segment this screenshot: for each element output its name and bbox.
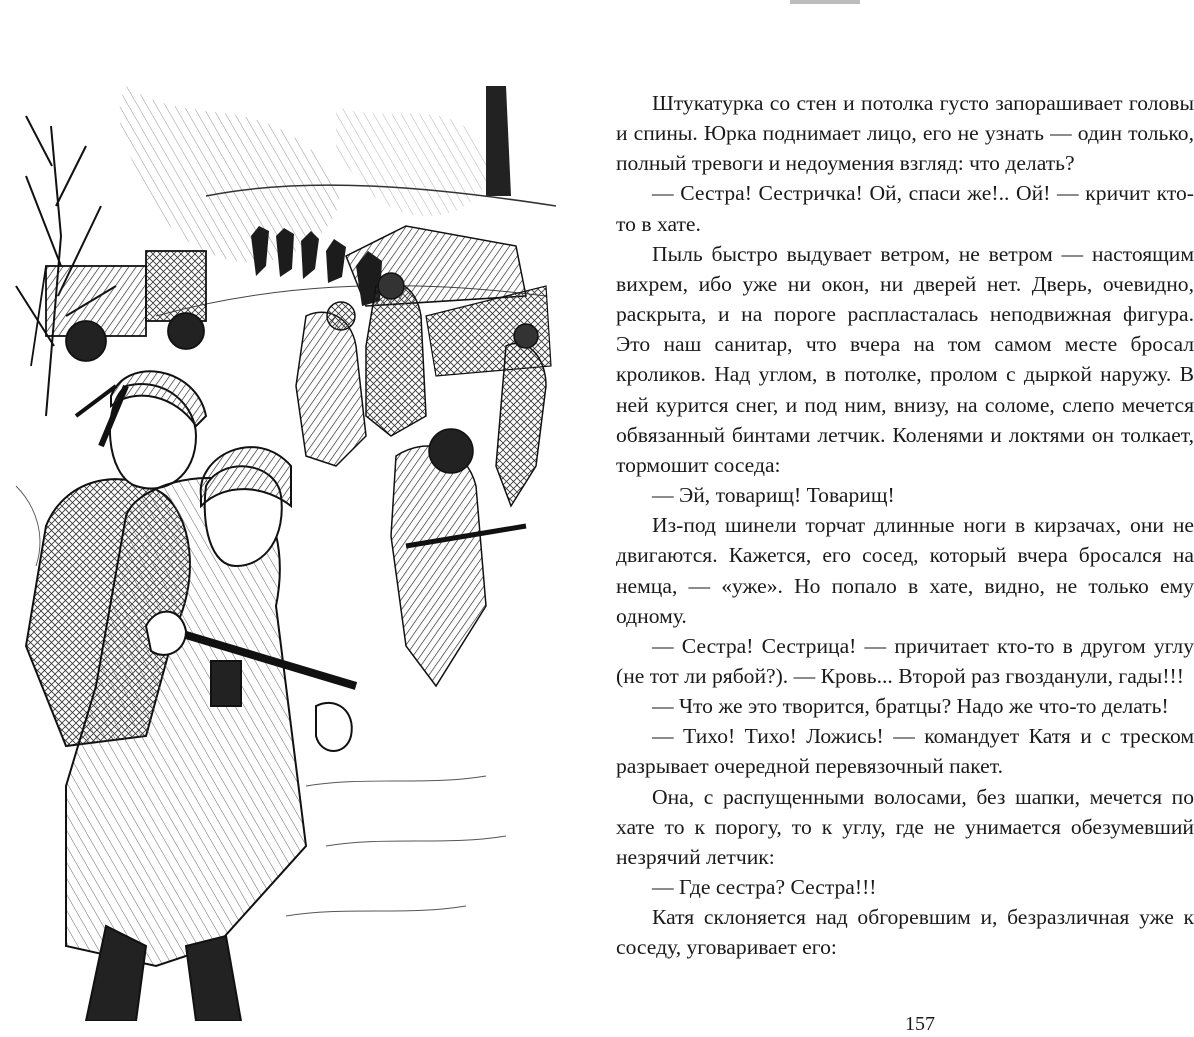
paragraph: — Где сестра? Сестра!!!: [652, 875, 877, 900]
paragraph: — Сестра! Сестричка! Ой, спаси же!.. Ой! — кричит кто-то в хате.: [616, 181, 1194, 236]
paragraph: — Что же это творится, братцы? Надо же что-то делать!: [652, 694, 1169, 719]
paragraph: Она, с распущенными волосами, без шапки, мечется по хате то к порогу, то к углу, где не унимается обезумевший незрячий летчик:: [616, 784, 1194, 869]
page-number: 157: [905, 1013, 935, 1035]
paragraph: Пыль быстро выдувает ветром, не ветром — настоящим вихрем, ибо уже ни окон, ни дверей нет. Дверь, очевидно, раскрыта, и на пороге распласталась неподвижная фигура. Это наш санитар, что вчера на том самом месте бросал кроликов. Над углом, в потолке, пролом с дыркой наружу. В ней курится снег, и под ним, внизу, на соломе, слепо мечется обвязанный бинтами летчик. Коленями и локтями он толкает, тормошит соседа:: [616, 241, 1194, 477]
war-illustration: [6, 86, 556, 1021]
paragraph: — Сестра! Сестрица! — причитает кто-то в другом углу (не тот ли рябой?). — Кровь... Второй раз гвозданули, гады!!!: [616, 633, 1194, 688]
text-column: [616, 88, 1194, 963]
paragraph: Катя склоняется над обгоревшим и, безразличная уже к соседу, уговаривает его:: [616, 905, 1194, 960]
paragraph: Штукатурка со стен и потолка густо запорашивает головы и спины. Юрка поднимает лицо, его не узнать — один только, полный тревоги и недоумения взгляд: что делать?: [616, 91, 1194, 176]
paragraph: — Тихо! Тихо! Ложись! — командует Катя и с треском разрывает очередной перевязочный пакет.: [616, 724, 1194, 779]
page-edge-mark: [790, 0, 860, 4]
paragraph: — Эй, товарищ! Товарищ!: [652, 483, 895, 508]
war-illustration-icon: [6, 86, 556, 1021]
paragraph: Из-под шинели торчат длинные ноги в кирзачах, они не двигаются. Кажется, его сосед, который вчера бросался на немца, — «уже». Но попало в хате, видно, не только ему одному.: [616, 513, 1194, 628]
